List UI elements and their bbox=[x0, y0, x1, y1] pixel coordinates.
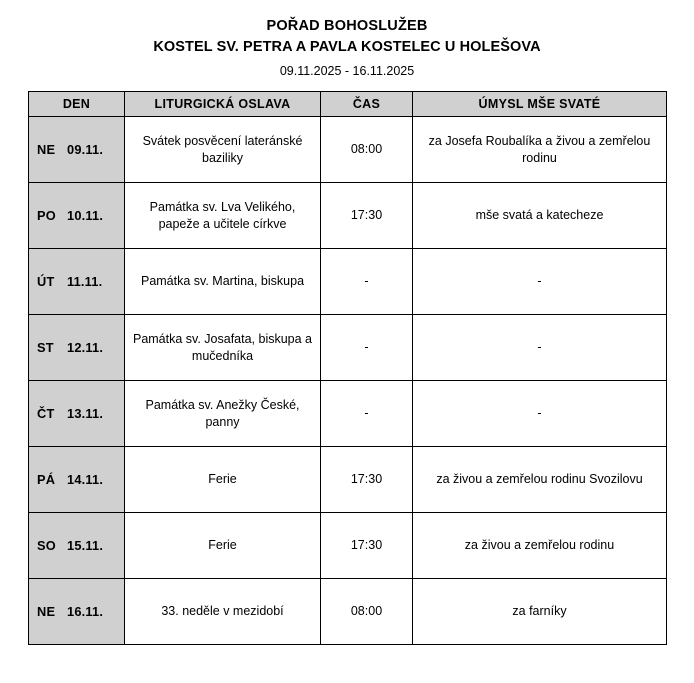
column-header-intention: ÚMYSL MŠE SVATÉ bbox=[413, 92, 667, 117]
schedule-table bbox=[28, 91, 667, 645]
column-header-time: ČAS bbox=[321, 92, 413, 117]
cell-feast: Památka sv. Josafata, biskupa a mučedníka bbox=[125, 315, 321, 381]
table-row bbox=[29, 183, 667, 249]
day-of-week: SO bbox=[37, 538, 56, 553]
day-date: 10.11. bbox=[67, 208, 104, 223]
day-date: 15.11. bbox=[67, 538, 104, 553]
cell-intention: - bbox=[413, 315, 667, 381]
cell-day bbox=[29, 381, 125, 447]
cell-time: 17:30 bbox=[321, 183, 413, 249]
cell-day bbox=[29, 447, 125, 513]
cell-day bbox=[29, 315, 125, 381]
day-of-week: ÚT bbox=[37, 274, 55, 289]
day-date: 09.11. bbox=[67, 142, 104, 157]
cell-intention: za živou a zemřelou rodinu Svozilovu bbox=[413, 447, 667, 513]
document-header bbox=[0, 0, 694, 81]
cell-time: 08:00 bbox=[321, 117, 413, 183]
table-row bbox=[29, 249, 667, 315]
table-header bbox=[29, 92, 667, 117]
cell-day bbox=[29, 117, 125, 183]
table-row bbox=[29, 117, 667, 183]
cell-feast: 33. neděle v mezidobí bbox=[125, 579, 321, 645]
day-date: 13.11. bbox=[67, 406, 104, 421]
page-title: POŘAD BOHOSLUŽEB bbox=[266, 18, 428, 34]
date-range: 09.11.2025 - 16.11.2025 bbox=[279, 64, 415, 79]
cell-feast: Památka sv. Anežky České, panny bbox=[125, 381, 321, 447]
cell-time: - bbox=[321, 381, 413, 447]
cell-day bbox=[29, 249, 125, 315]
day-of-week: PO bbox=[37, 208, 56, 223]
cell-time: 17:30 bbox=[321, 513, 413, 579]
day-of-week: ČT bbox=[37, 406, 55, 421]
table-row bbox=[29, 381, 667, 447]
cell-time: - bbox=[321, 315, 413, 381]
cell-intention: za Josefa Roubalíka a živou a zemřelou rodinu bbox=[413, 117, 667, 183]
day-of-week: NE bbox=[37, 604, 56, 619]
day-date: 11.11. bbox=[67, 274, 103, 289]
cell-day bbox=[29, 513, 125, 579]
cell-day bbox=[29, 579, 125, 645]
table-row bbox=[29, 447, 667, 513]
table-header-row bbox=[29, 92, 667, 117]
cell-intention: - bbox=[413, 381, 667, 447]
day-date: 12.11. bbox=[67, 340, 104, 355]
cell-intention: - bbox=[413, 249, 667, 315]
column-header-day: DEN bbox=[29, 92, 125, 117]
day-of-week: NE bbox=[37, 142, 56, 157]
day-date: 14.11. bbox=[67, 472, 104, 487]
day-of-week: PÁ bbox=[37, 472, 56, 487]
table-body bbox=[29, 117, 667, 645]
cell-intention: za farníky bbox=[413, 579, 667, 645]
cell-feast: Ferie bbox=[125, 447, 321, 513]
cell-feast: Památka sv. Martina, biskupa bbox=[125, 249, 321, 315]
cell-feast: Ferie bbox=[125, 513, 321, 579]
day-date: 16.11. bbox=[67, 604, 104, 619]
cell-intention: za živou a zemřelou rodinu bbox=[413, 513, 667, 579]
cell-day bbox=[29, 183, 125, 249]
table-row bbox=[29, 513, 667, 579]
cell-intention: mše svatá a katecheze bbox=[413, 183, 667, 249]
page-subtitle: KOSTEL SV. PETRA A PAVLA KOSTELEC U HOLEŠOVA bbox=[153, 39, 541, 56]
column-header-feast: LITURGICKÁ OSLAVA bbox=[125, 92, 321, 117]
cell-feast: Památka sv. Lva Velikého, papeže a učitele církve bbox=[125, 183, 321, 249]
cell-time: 17:30 bbox=[321, 447, 413, 513]
table-row bbox=[29, 315, 667, 381]
cell-time: 08:00 bbox=[321, 579, 413, 645]
schedule-table-wrapper bbox=[28, 91, 666, 645]
day-of-week: ST bbox=[37, 340, 54, 355]
cell-time: - bbox=[321, 249, 413, 315]
table-row bbox=[29, 579, 667, 645]
cell-feast: Svátek posvěcení lateránské baziliky bbox=[125, 117, 321, 183]
